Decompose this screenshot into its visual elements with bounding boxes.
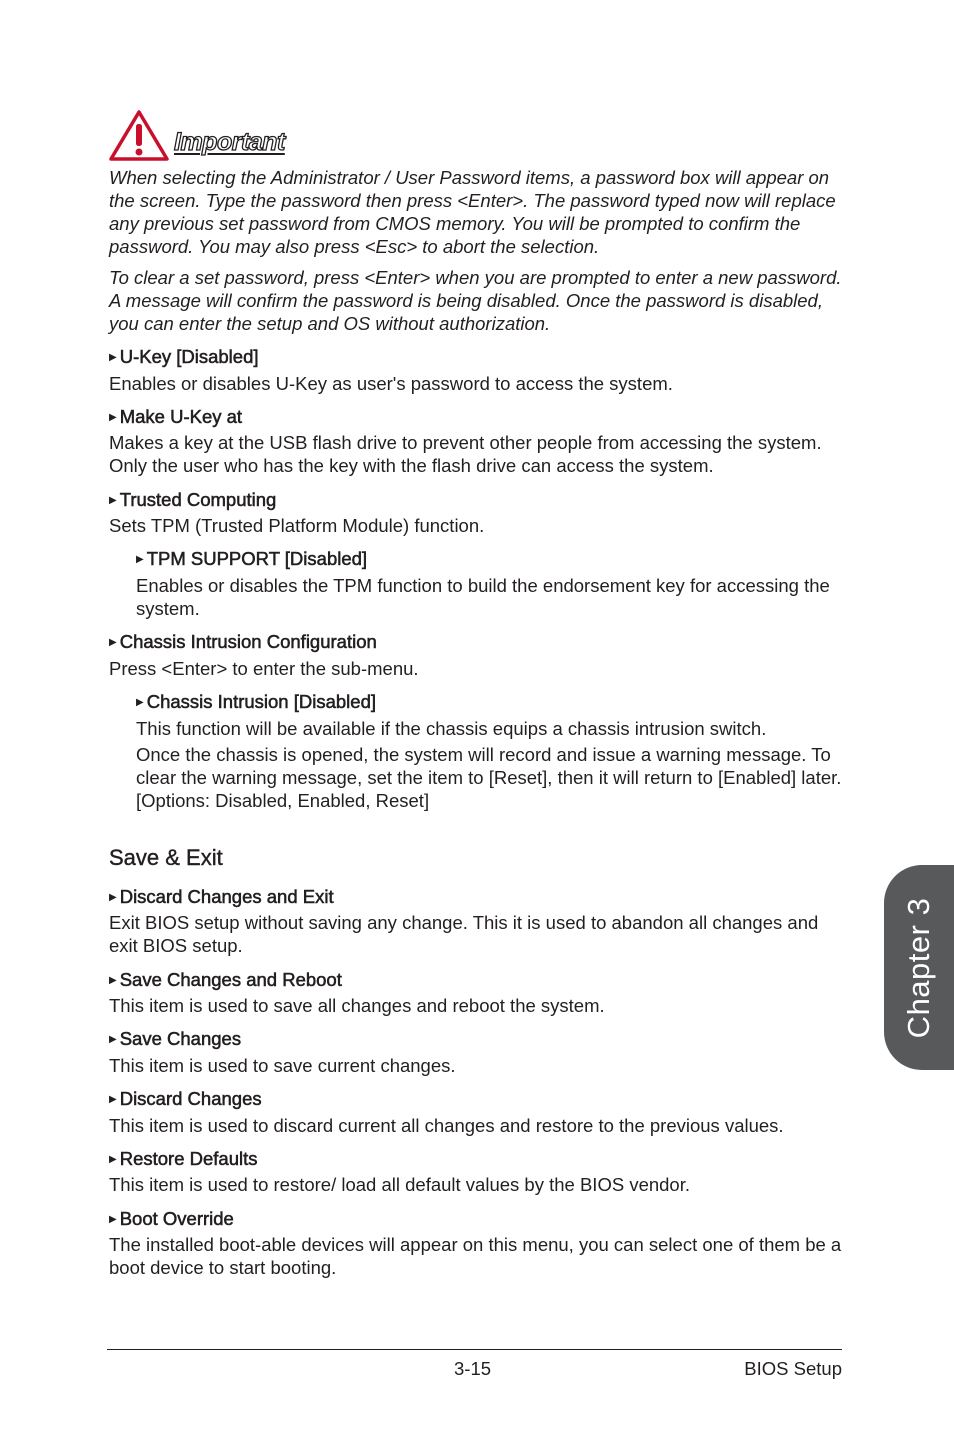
triangle-right-icon: ▶ — [109, 495, 117, 506]
important-paragraph-2: To clear a set password, press <Enter> when you are prompted to enter a new password. A message will confirm the password is being disabled. Once the password is disabled, you can enter the setup and OS without authorization. — [109, 267, 842, 334]
item-desc-trusted-computing: Sets TPM (Trusted Platform Module) function. — [109, 515, 485, 536]
important-paragraph-1: When selecting the Administrator / User Password items, a password box will appear on the screen. Type the password then press <Enter>. The password typed now will replace any previous set password from CMOS memory. You will be prompted to confirm the password. You may also press <Esc> to abort the selection. — [109, 167, 836, 257]
item-desc-save-changes-and-reboot: This item is used to save all changes and reboot the system. — [109, 995, 605, 1016]
item-desc-u-key: Enables or disables U-Key as user's password to access the system. — [109, 373, 673, 394]
item-heading-chassis-intrusion: ▶ Chassis Intrusion [Disabled] — [136, 691, 377, 712]
item-heading-save-changes: ▶ Save Changes — [109, 1028, 242, 1049]
item-heading-u-key: ▶ U-Key [Disabled] — [109, 346, 259, 367]
footer-divider — [107, 1349, 842, 1350]
triangle-right-icon: ▶ — [109, 352, 117, 363]
item-desc-discard-changes: This item is used to discard current all changes and restore to the previous values. — [109, 1115, 784, 1136]
footer-page-number: 3-15 — [454, 1358, 492, 1379]
item-heading-save-changes-and-reboot: ▶ Save Changes and Reboot — [109, 969, 342, 990]
footer-section-name: BIOS Setup — [744, 1358, 842, 1379]
item-desc-tpm-support: Enables or disables the TPM function to build the endorsement key for accessing the system. — [136, 575, 830, 619]
triangle-right-icon: ▶ — [109, 412, 117, 423]
item-desc-chassis-intrusion-configuration: Press <Enter> to enter the sub-menu. — [109, 658, 419, 679]
item-desc-save-changes: This item is used to save current changes. — [109, 1055, 456, 1076]
triangle-right-icon: ▶ — [109, 637, 117, 648]
section-title-save-exit: Save & Exit — [109, 845, 223, 870]
item-desc-make-u-key: Makes a key at the USB flash drive to prevent other people from accessing the system. Only the user who has the key with the flash drive can access the system. — [109, 432, 822, 476]
triangle-right-icon: ▶ — [136, 554, 144, 565]
item-desc-discard-changes-and-exit: Exit BIOS setup without saving any change. This it is used to abandon all changes and exit BIOS setup. — [109, 912, 819, 956]
chapter-tab — [884, 865, 954, 1070]
item-heading-chassis-intrusion-configuration: ▶ Chassis Intrusion Configuration — [109, 631, 377, 652]
triangle-right-icon: ▶ — [109, 1154, 117, 1165]
item-desc-chassis-intrusion: This function will be available if the chassis equips a chassis intrusion switch. — [136, 718, 767, 739]
item-desc-boot-override: The installed boot-able devices will appear on this menu, you can select one of them be a boot device to start booting. — [109, 1234, 842, 1278]
item-heading-tpm-support: ▶ TPM SUPPORT [Disabled] — [136, 548, 368, 569]
warning-icon — [108, 108, 170, 162]
item-heading-make-u-key: ▶ Make U-Key at — [109, 406, 243, 427]
item-heading-trusted-computing: ▶ Trusted Computing — [109, 489, 277, 510]
item-heading-boot-override: ▶ Boot Override — [109, 1208, 234, 1229]
triangle-right-icon: ▶ — [109, 1214, 117, 1225]
item-heading-discard-changes: ▶ Discard Changes — [109, 1088, 262, 1109]
triangle-right-icon: ▶ — [109, 1034, 117, 1045]
triangle-right-icon: ▶ — [136, 697, 144, 708]
item-desc-restore-defaults: This item is used to restore/ load all default values by the BIOS vendor. — [109, 1174, 690, 1195]
chapter-tab-label: Chapter 3 — [901, 897, 936, 1038]
item-desc-chassis-intrusion-2: Once the chassis is opened, the system will record and issue a warning message. To clear the warning message, set the item to [Reset], then it will return to [Enabled] later. [Options: Disabled, Enabled, Reset] — [136, 744, 842, 811]
item-heading-discard-changes-and-exit: ▶ Discard Changes and Exit — [109, 886, 334, 907]
triangle-right-icon: ▶ — [109, 1094, 117, 1105]
triangle-right-icon: ▶ — [109, 892, 117, 903]
item-heading-restore-defaults: ▶ Restore Defaults — [109, 1148, 258, 1169]
triangle-right-icon: ▶ — [109, 975, 117, 986]
important-title: Important — [174, 128, 285, 156]
